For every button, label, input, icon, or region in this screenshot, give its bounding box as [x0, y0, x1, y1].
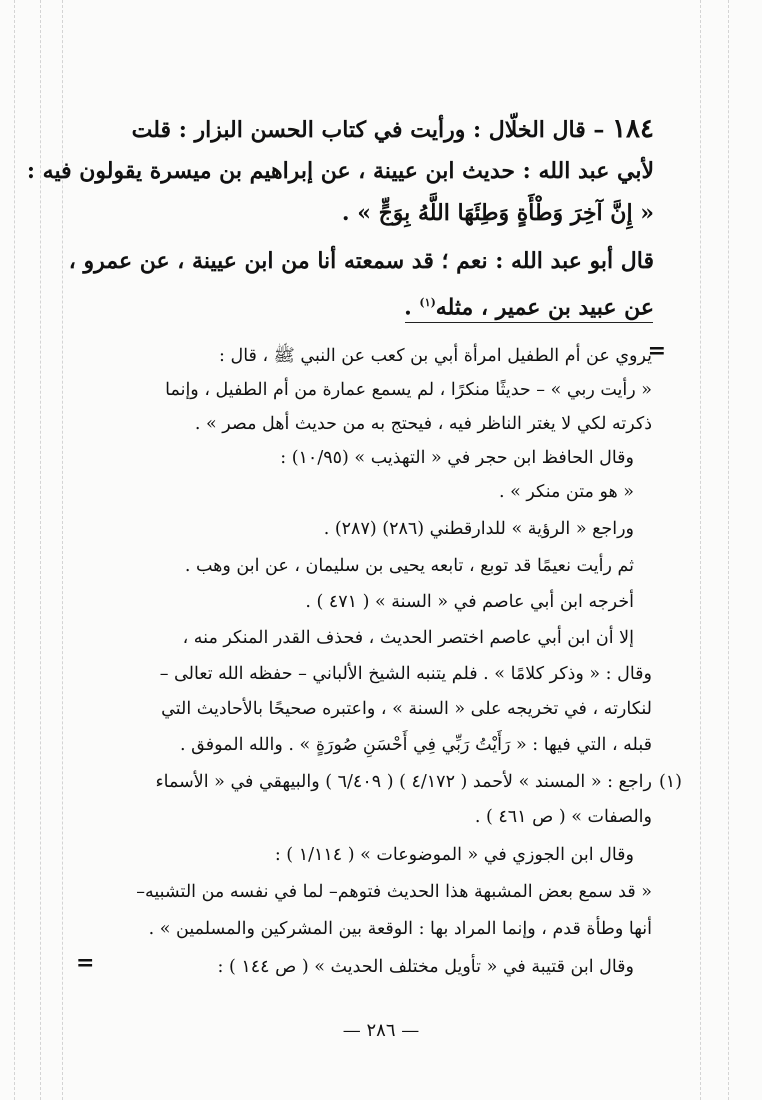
entry-line: لأبي عبد الله : حديث ابن عيينة ، عن إبراهيم بن ميسرة يقولون فيه :	[26, 158, 654, 184]
continuation-marker: =	[76, 950, 95, 976]
note-line: ثم رأيت نعيمًا قد توبع ، تابعه يحيى بن سليمان ، عن ابن وهب .	[184, 556, 634, 576]
note-line: قبله ، التي فيها : « رَأَيْتُ رَبِّي فِي أَحْسَنِ صُورَةٍ » . والله الموفق .	[180, 735, 652, 755]
entry-line	[109, 108, 654, 150]
footnote-line: وقال ابن قتيبة في « تأويل مختلف الحديث » ( ص ١٤٤ ) :	[217, 957, 634, 977]
footnote-line: أنها وطأة قدم ، وإنما المراد بها : الوقعة بين المشركين والمسلمين » .	[148, 919, 652, 939]
footnote-line: « قد سمع بعض المشبهة هذا الحديث فتوهم– لما في نفسه من التشبيه–	[136, 882, 652, 902]
quoted-hadith: « إِنَّ آخِرَ وَطْأَةٍ وَطِئَهَا اللَّهُ بِوَجٍّ » .	[341, 200, 654, 226]
footnote-line: وقال ابن الجوزي في « الموضوعات » ( ١/١١٤ ) :	[274, 845, 634, 865]
entry-line: قال أبو عبد الله : نعم ؛ قد سمعته أنا من ابن عيينة ، عن عمرو ،	[68, 248, 654, 274]
note-line: أخرجه ابن أبي عاصم في « السنة » ( ٤٧١ ) .	[305, 592, 634, 612]
footnote-line: والصفات » ( ص ٤٦١ ) .	[474, 807, 652, 827]
note-line: « هو متن منكر » .	[498, 482, 634, 502]
note-line: وقال الحافظ ابن حجر في « التهذيب » (١٠/٩٥) :	[280, 448, 634, 468]
note-line: يروي عن أم الطفيل امرأة أبي بن كعب عن النبي ﷺ ، قال :	[219, 346, 652, 366]
entry-line	[109, 282, 654, 324]
note-line: ذكرته لكي لا يغتر الناظر فيه ، فيحتج به من حديث أهل مصر » .	[194, 414, 652, 434]
note-line: وقال : « وذكر كلامًا » . فلم يتنبه الشيخ الألباني – حفظه الله تعالى –	[159, 664, 652, 684]
note-line: « رأيت ربي » – حديثًا منكرًا ، لم يسمع عمارة من أم الطفيل ، وإنما	[165, 380, 652, 400]
continuation-marker: =	[647, 338, 666, 364]
footnote-marker: (١)	[658, 772, 682, 792]
entry-text: – قال الخلّال : ورأيت في كتاب الحسن البزار : قلت	[131, 117, 605, 143]
footnote-reference: (١)	[419, 296, 436, 309]
entry-text: .	[404, 294, 420, 321]
entry-text: عن عبيد بن عمير ، مثله	[435, 294, 654, 321]
entry-184	[26, 108, 654, 324]
note-line: إلا أن ابن أبي عاصم اختصر الحديث ، فحذف القدر المنكر منه ،	[182, 628, 634, 648]
entry-number: ١٨٤	[612, 114, 654, 144]
note-line: لنكارته ، في تخريجه على « السنة » ، واعتبره صحيحًا بالأحاديث التي	[161, 699, 652, 719]
note-line: وراجع « الرؤية » للدارقطني (٢٨٦) (٢٨٧) .	[323, 519, 634, 539]
footnote-line: راجع : « المسند » لأحمد ( ٤/١٧٢ ) ( ٦/٤٠٩ ) والبيهقي في « الأسماء	[155, 772, 652, 792]
footnote-separator	[405, 322, 653, 323]
page-number: — ٢٨٦ —	[342, 1020, 420, 1041]
